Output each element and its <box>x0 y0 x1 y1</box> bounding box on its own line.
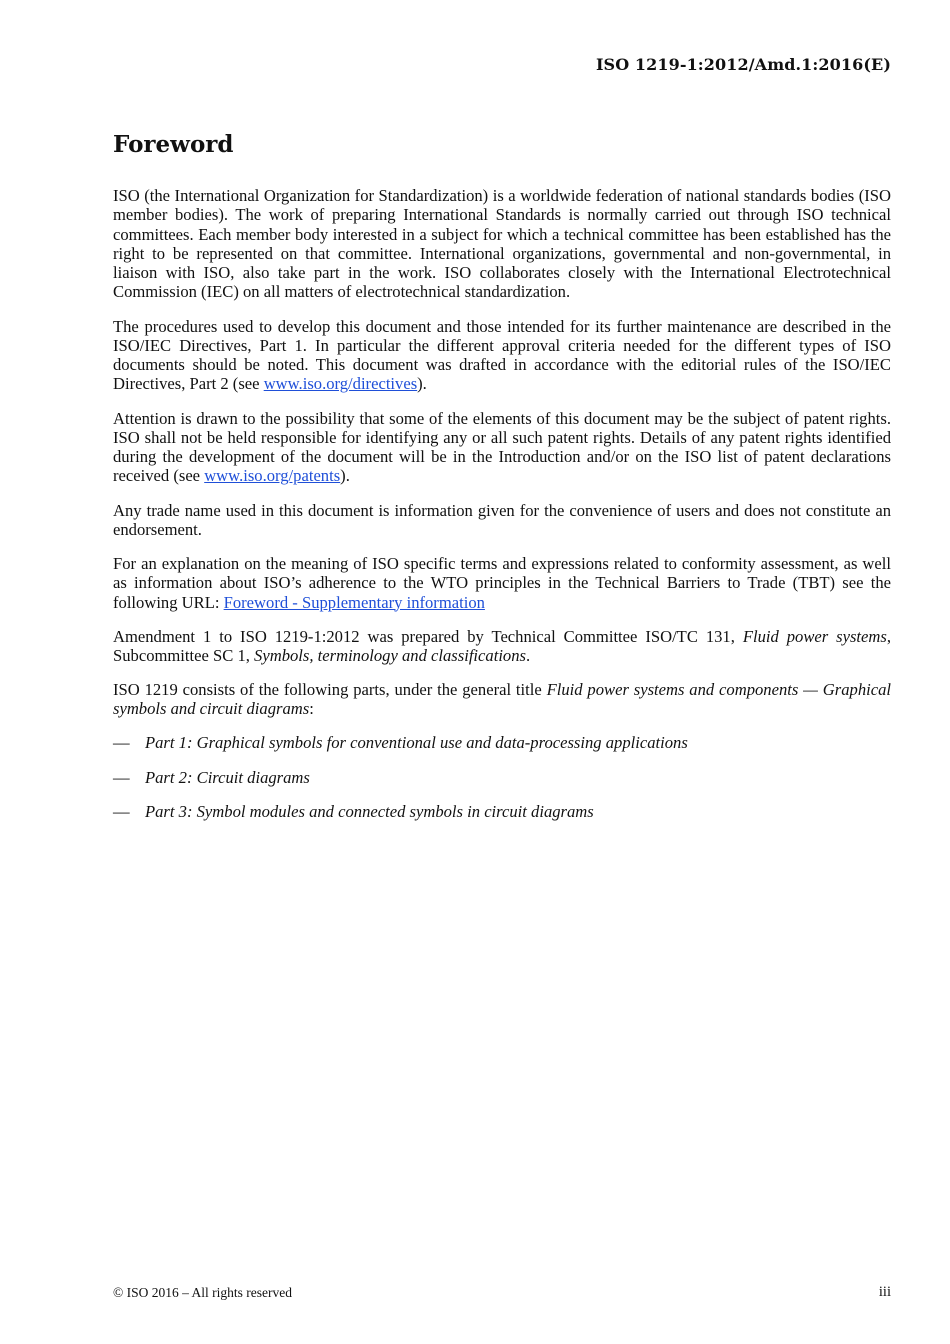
part-title: Part 1: Graphical symbols for conventional use and data-processing applications <box>145 733 688 753</box>
paragraph-text: : <box>309 699 314 719</box>
paragraph-procedures <box>113 317 891 394</box>
dash-bullet: — <box>113 767 130 787</box>
paragraph-text: ISO 1219 consists of the following parts, under the general title <box>113 680 547 700</box>
page-number: iii <box>878 1284 891 1300</box>
directives-link[interactable]: www.iso.org/directives <box>263 374 418 394</box>
paragraph-text: Attention is drawn to the possibility that some of the elements of this document may be the subject of patent rights. ISO shall not be held responsible for identifying any or all such patent rights. Details of any patent rights identified during the development of the document will be in the Introduction and/or on the ISO list of patent declarations received (see <box>113 408 891 486</box>
patents-link[interactable]: www.iso.org/patents <box>204 466 341 486</box>
paragraph-text: The procedures used to develop this document and those intended for its further maintenance are described in the ISO/IEC Directives, Part 1. In particular the different approval criteria needed for the different types of ISO documents should be noted. This document was drafted in accordance with the editorial rules of the ISO/IEC Directives, Part 2 (see <box>113 316 891 394</box>
part-title: Part 3: Symbol modules and connected symbols in circuit diagrams <box>145 801 594 821</box>
paragraph-text: Amendment 1 to ISO 1219-1:2012 was prepared by Technical Committee ISO/TC 131, <box>113 626 743 646</box>
paragraph-text: ). <box>417 374 427 394</box>
paragraph-patents <box>113 409 891 486</box>
copyright-notice: © ISO 2016 – All rights reserved <box>113 1285 292 1300</box>
paragraph-conformity <box>113 554 891 612</box>
part-title: Part 2: Circuit diagrams <box>145 767 310 787</box>
dash-bullet: — <box>113 733 130 753</box>
general-title: Fluid power systems and components — Graphical symbols and circuit diagrams <box>113 680 891 719</box>
list-item <box>113 802 891 821</box>
paragraph-text: , Subcommittee SC 1, <box>113 626 892 665</box>
paragraph-parts-intro <box>113 680 891 719</box>
paragraph-iso-intro: ISO (the International Organization for Standardization) is a worldwide federation of national standards bodies (ISO member bodies). The work of preparing International Standards is normally carried out through ISO technical committees. Each member body interested in a subject for which a technical committee has been established has the right to be represented on that committee. International organizations, governmental and non-governmental, in liaison with ISO, also take part in the work. ISO collaborates closely with the International Electrotechnical Commission (IEC) on all matters of electrotechnical standardization. <box>113 186 891 302</box>
list-item <box>113 733 891 752</box>
paragraph-text: . <box>525 645 531 665</box>
subcommittee-title: Symbols, terminology and classifications <box>254 645 526 665</box>
paragraph-amendment <box>113 627 891 666</box>
committee-title: Fluid power systems <box>742 626 887 646</box>
dash-bullet: — <box>113 801 130 821</box>
list-item <box>113 768 891 787</box>
page-title: Foreword <box>113 131 234 158</box>
paragraph-text: For an explanation on the meaning of ISO specific terms and expressions related to conformity assessment, as well as information about ISO’s adherence to the WTO principles in the Technical Barriers to Trade (TBT) see the following URL: <box>113 553 891 612</box>
document-reference: ISO 1219-1:2012/Amd.1:2016(E) <box>595 55 891 74</box>
paragraph-text: ). <box>340 466 350 486</box>
paragraph-trade-name: Any trade name used in this document is information given for the convenience of users and does not constitute an endorsement. <box>113 500 891 539</box>
foreword-body <box>113 186 891 836</box>
supplementary-information-link[interactable]: Foreword - Supplementary information <box>223 592 485 612</box>
